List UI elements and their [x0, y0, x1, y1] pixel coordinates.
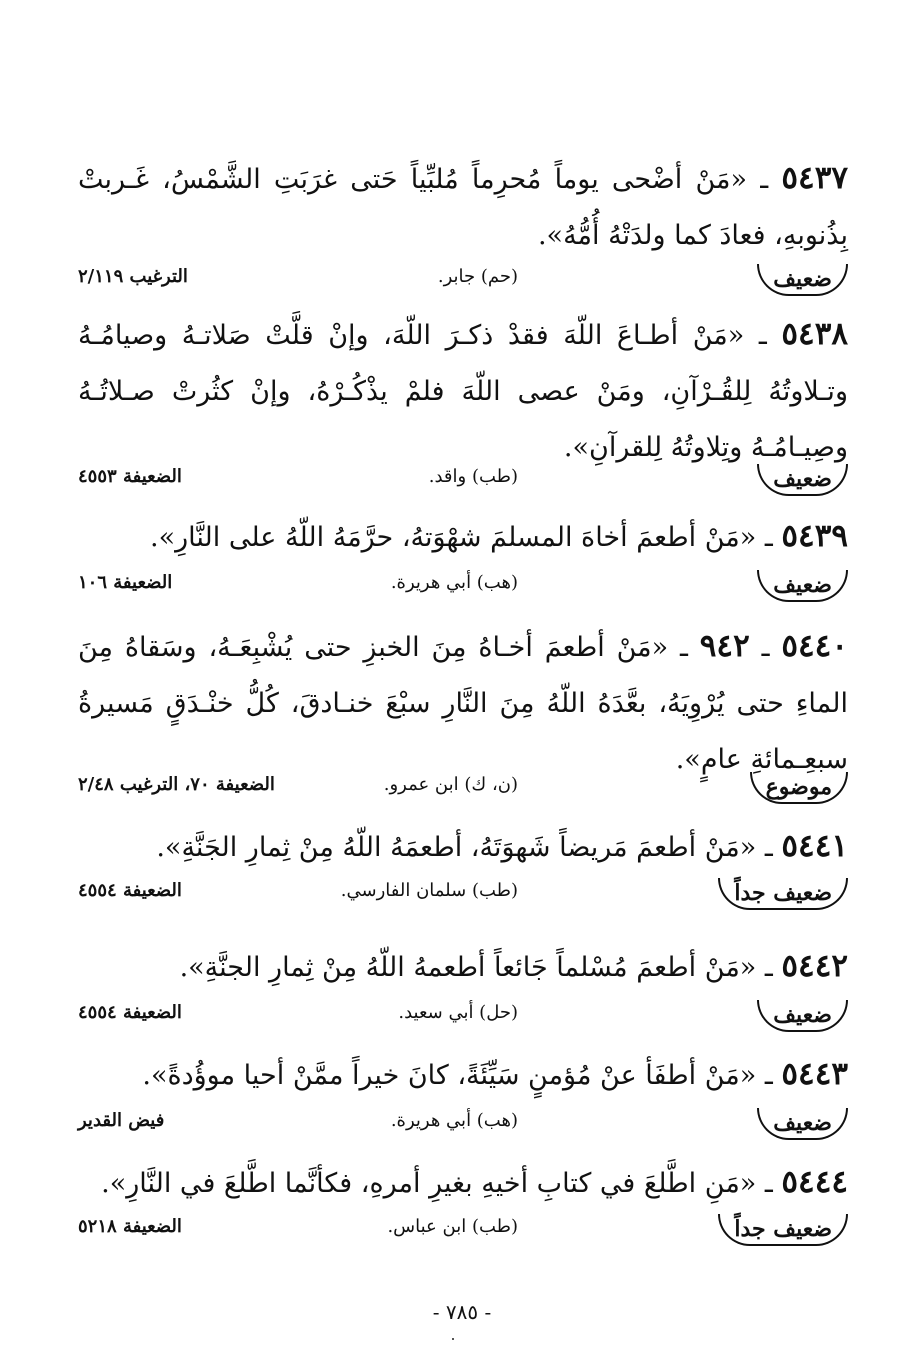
reference-line-5438: [78, 462, 848, 506]
reference-line-5442: [78, 998, 848, 1042]
hadith-text: «مَنِ اطَّلعَ في كتابِ أخيهِ بغيرِ أمرهِ، فكأنَّما اطَّلعَ في النَّارِ».: [101, 1168, 757, 1199]
hadith-text: «مَنْ أطفَأ عنْ مُؤمنٍ سَيِّئَةً، كانَ خيراً ممَّنْ أحيا موؤُدةً».: [142, 1060, 757, 1091]
hadith-text: «مَنْ أطعمَ أخـاهُ مِنَ الخبزِ حتى يُشْبِعَـهُ، وسَقاهُ مِنَ الماءِ حتى يُرْوِيَهُ، بعَّدَهُ اللّهُ مِنَ النَّارِ سبْعَ خنـادقَ، كُلُّ خنْـدَقٍ مَسيرةُ سبعِـمائةِ عامٍ».: [78, 632, 848, 775]
hadith-entry-5444: ٥٤٤٤ ـ «مَنِ اطَّلعَ في كتابِ أخيهِ بغيرِ أمرهِ، فكأنَّما اطَّلعَ في النَّارِ».: [101, 1164, 848, 1200]
grade-label: ضعيف: [757, 1000, 848, 1032]
reference-label: الضعيفة ٧٠، الترغيب ٢/٤٨: [78, 774, 275, 795]
reference-line-5437: [78, 262, 848, 306]
hadith-text: «مَنْ أطعمَ مَريضاً شَهوَتَهُ، أطعمَهُ اللّهُ مِنْ ثِمارِ الجَنَّةِ».: [156, 832, 757, 863]
grade-label: ضعيف: [757, 264, 848, 296]
reference-line-5439: [78, 568, 848, 612]
entry-number: ٥٤٣٧: [781, 160, 848, 196]
page-number: - ٧٨٥ -: [432, 1300, 492, 1324]
reference-label: الضعيفة ٤٥٥٤: [78, 880, 182, 901]
page-mark: [452, 1338, 454, 1340]
hadith-entry-5439: ٥٤٣٩ ـ «مَنْ أطعمَ أخاهَ المسلمَ شهْوَتهُ، حرَّمَهُ اللّهُ على النَّارِ».: [150, 518, 848, 554]
source-label: (هب) أبي هريرة.: [390, 1110, 518, 1131]
hadith-entry-5438: ٥٤٣٨ ـ «مَنْ أطـاعَ اللّهَ فقدْ ذكـرَ اللّهَ، وإنْ قلَّتْ صَلاتـهُ وصيامُـهُ وتـلاوتُهُ لِلقُـرْآنِ، ومَنْ عصى اللّهَ فلمْ يذْكُـرْهُ، وإنْ كثُرتْ صـلاتُـهُ وصِيـامُـهُ وتِلاوتُهُ لِلقرآنِ».: [78, 316, 848, 463]
hadith-text: «مَنْ أطـاعَ اللّهَ فقدْ ذكـرَ اللّهَ، وإنْ قلَّتْ صَلاتـهُ وصيامُـهُ وتـلاوتُهُ لِلقُـرْآنِ، ومَنْ عصى اللّهَ فلمْ يذْكُـرْهُ، وإنْ كثُرتْ صـلاتُـهُ وصِيـامُـهُ وتِلاوتُهُ لِلقرآنِ».: [78, 320, 848, 463]
entry-number: ٥٤٤٢: [781, 948, 848, 984]
grade-label: ضعيف جداً: [718, 1214, 848, 1246]
secondary-number: ٩٤٢: [699, 628, 750, 664]
source-label: (حم) جابر.: [437, 266, 518, 287]
reference-label: الضعيفة ٤٥٥٣: [78, 466, 182, 487]
grade-label: ضعيف جداً: [718, 878, 848, 910]
reference-label: الترغيب ٢/١١٩: [78, 266, 188, 287]
grade-label: ضعيف: [757, 1108, 848, 1140]
source-label: (طب) واقد.: [428, 466, 518, 487]
entry-number: ٥٤٤٣: [781, 1056, 848, 1092]
reference-line-5441: [78, 876, 848, 920]
reference-label: الضعيفة ١٠٦: [78, 572, 173, 593]
entry-number: ٥٤٤٤: [781, 1164, 848, 1200]
reference-line-5440: [78, 770, 848, 814]
grade-label: ضعيف: [757, 464, 848, 496]
entry-number: ٥٤٤٠: [781, 628, 848, 664]
source-label: (طب) ابن عباس.: [387, 1216, 518, 1237]
reference-label: الضعيفة ٥٢١٨: [78, 1216, 182, 1237]
hadith-entry-5443: ٥٤٤٣ ـ «مَنْ أطفَأ عنْ مُؤمنٍ سَيِّئَةً، كانَ خيراً ممَّنْ أحيا موؤُدةً».: [142, 1056, 848, 1092]
source-label: (حل) أبي سعيد.: [398, 1002, 518, 1023]
source-label: (ن، ك) ابن عمرو.: [383, 774, 518, 795]
reference-line-5444: [78, 1212, 848, 1256]
source-label: (طب) سلمان الفارسي.: [340, 880, 518, 901]
hadith-entry-5437: ٥٤٣٧ ـ «مَنْ أضْحى يوماً مُحرِماً مُلبِّياً حَتى غرَبَتِ الشَّمْسُ، غَـربتْ بِذُنوبهِ، فعادَ كما ولدَتْهُ أُمُّهُ».: [78, 160, 848, 251]
reference-label: فيض القدير: [78, 1110, 165, 1131]
hadith-entry-5442: ٥٤٤٢ ـ «مَنْ أطعمَ مُسْلماً جَائعاً أطعمهُ اللّهُ مِنْ ثِمارِ الجنَّةِ».: [179, 948, 848, 984]
hadith-entry-5440: ٥٤٤٠ ـ ٩٤٢ ـ «مَنْ أطعمَ أخـاهُ مِنَ الخبزِ حتى يُشْبِعَـهُ، وسَقاهُ مِنَ الماءِ حتى يُرْوِيَهُ، بعَّدَهُ اللّهُ مِنَ النَّارِ سبْعَ خنـادقَ، كُلُّ خنْـدَقٍ مَسيرةُ سبعِـمائةِ عامٍ».: [78, 628, 848, 775]
grade-label: موضوع: [750, 772, 848, 804]
source-label: (هب) أبي هريرة.: [390, 572, 518, 593]
hadith-text: «مَنْ أضْحى يوماً مُحرِماً مُلبِّياً حَتى غرَبَتِ الشَّمْسُ، غَـربتْ بِذُنوبهِ، فعادَ كما ولدَتْهُ أُمُّهُ».: [78, 164, 848, 251]
grade-label: ضعيف: [757, 570, 848, 602]
hadith-text: «مَنْ أطعمَ أخاهَ المسلمَ شهْوَتهُ، حرَّمَهُ اللّهُ على النَّارِ».: [150, 522, 757, 553]
reference-line-5443: [78, 1106, 848, 1150]
entry-number: ٥٤٣٩: [781, 518, 848, 554]
reference-label: الضعيفة ٤٥٥٤: [78, 1002, 182, 1023]
entry-number: ٥٤٣٨: [781, 316, 848, 352]
hadith-text: «مَنْ أطعمَ مُسْلماً جَائعاً أطعمهُ اللّهُ مِنْ ثِمارِ الجنَّةِ».: [179, 952, 757, 983]
entry-number: ٥٤٤١: [781, 828, 848, 864]
hadith-entry-5441: ٥٤٤١ ـ «مَنْ أطعمَ مَريضاً شَهوَتَهُ، أطعمَهُ اللّهُ مِنْ ثِمارِ الجَنَّةِ».: [156, 828, 848, 864]
